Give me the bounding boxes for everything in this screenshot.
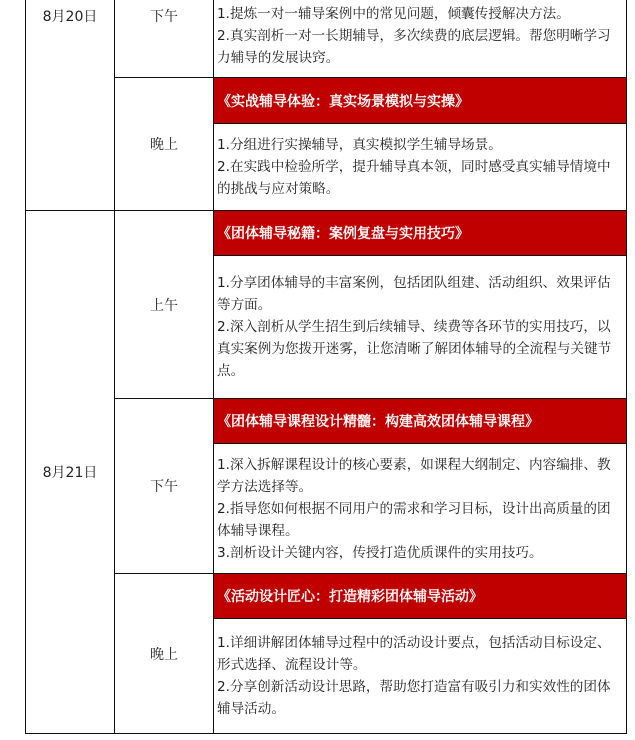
content-line: 3.剖析设计关键内容，传授打造优质课件的实用技巧。 — [217, 544, 543, 561]
period-cell — [114, 77, 214, 211]
content-line: 2.在实践中检验所学，提升辅导真本领，同时感受真实辅导情境中的挑战与应对策略。 — [217, 159, 611, 197]
session-content — [213, 123, 627, 211]
content-line: 1.提炼一对一辅导案例中的常见问题，倾囊传授解决方法。 — [217, 6, 570, 22]
date-label: 8月21日 — [42, 465, 98, 481]
period-label: 下午 — [150, 9, 178, 25]
period-label: 晚上 — [150, 646, 178, 663]
content-line: 1.分组进行实操辅导，真实模拟学生辅导场景。 — [217, 137, 502, 153]
period-label: 下午 — [150, 479, 178, 495]
session-title-text: 《团体辅导秘籍：案例复盘与实用技巧》 — [217, 226, 469, 242]
date-cell — [25, 0, 115, 211]
content-line: 2.深入剖析从学生招生到后续辅导、续费等各环节的实用技巧，以真实案例为您拨开迷雾，让您清晰了解团体辅导的全流程与关键节点。 — [217, 319, 612, 379]
period-cell — [114, 398, 214, 574]
session-title — [213, 398, 627, 444]
session-content — [213, 618, 627, 734]
period-cell — [114, 0, 214, 78]
session-title-text: 《团体辅导课程设计精髓：构建高效团体辅导课程》 — [217, 414, 539, 430]
content-line: 2.真实剖析一对一长期辅导，多次续费的底层逻辑。帮您明晰学习力辅导的发展诀窍。 — [217, 28, 611, 66]
date-label: 8月20日 — [42, 9, 98, 25]
session-title-text: 《实战辅导体验：真实场景模拟与实操》 — [217, 93, 469, 110]
session-title — [213, 77, 627, 124]
session-content — [213, 0, 627, 78]
period-label: 晚上 — [150, 137, 178, 153]
period-label: 上午 — [150, 297, 178, 314]
session-title-text: 《活动设计匠心：打造精彩团体辅导活动》 — [217, 589, 483, 605]
session-title — [213, 210, 627, 256]
period-cell — [114, 210, 214, 399]
content-line: 1.深入拆解课程设计的核心要素，如课程大纲制定、内容编排、教学方法选择等。 — [217, 456, 611, 495]
session-content — [213, 255, 627, 399]
content-line: 1.分享团体辅导的丰富案例，包括团队组建、活动组织、效果评估等方面。 — [217, 275, 611, 313]
content-line: 2.分享创新活动设计思路，帮助您打造富有吸引力和实效性的团体辅导活动。 — [217, 679, 611, 717]
session-title — [213, 573, 627, 619]
content-line: 1.详细讲解团体辅导过程中的活动设计要点，包括活动目标设定、形式选择、流程设计等。 — [217, 635, 611, 673]
date-cell — [25, 210, 115, 734]
content-line: 2.指导您如何根据不同用户的需求和学习目标，设计出高质量的团体辅导课程。 — [217, 500, 611, 539]
period-cell — [114, 573, 214, 734]
session-content — [213, 443, 627, 574]
